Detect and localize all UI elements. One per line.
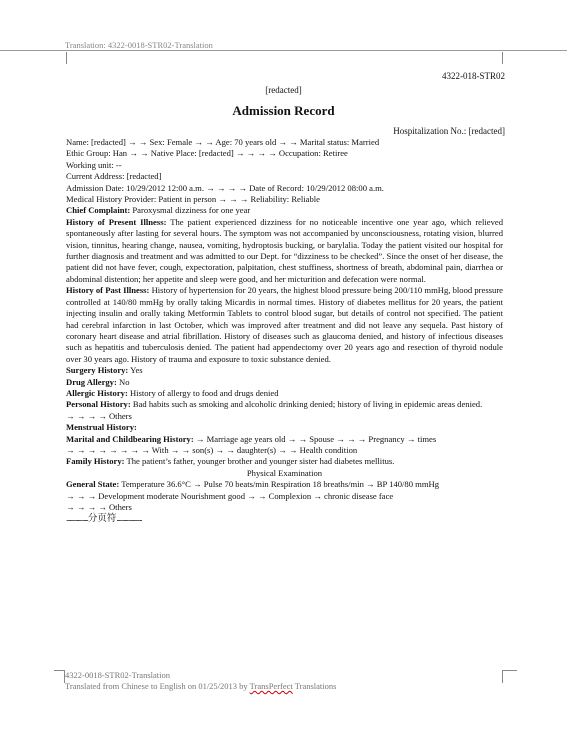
section-label: Chief Complaint:: [66, 205, 131, 216]
section-label: General State:: [66, 479, 120, 490]
page-break-marker: [66, 513, 503, 524]
section-label: Family History:: [66, 456, 125, 467]
header-rule: [0, 50, 567, 51]
patient-info-line: Working unit: --: [66, 159, 122, 170]
record-body: [66, 137, 503, 525]
allergic-history: [66, 388, 503, 399]
page-title: Admission Record: [232, 103, 335, 118]
page-break-label: 分页符: [87, 513, 117, 525]
section-text: The patient’s father, younger brother and younger sister had diabetes mellitus.: [124, 456, 395, 467]
section-text: Temperature 36.6°C → Pulse 70 beats/min Respiration 18 breaths/min → BP 140/80 mmHg: [119, 479, 440, 490]
footer-prefix: Translated from Chinese to English on 01/25/2013 by: [65, 681, 250, 691]
physical-exam-heading: Physical Examination: [246, 467, 323, 478]
chief-complaint: [66, 205, 503, 216]
section-text: The patient experienced dizziness for no noticeable incentive one year ago, which relieved spontaneously after lasting for several hours. The symptom was not accompanied by unconsciousness, rotating vision, blurred vision, tinnitus, hearing change, nausea, vomiting, hydroptosis bucking, or barylalia. Today the patient visited our hospital for further diagnosis and treatment and was admitted to our Dept. for “dizziness to be checked”. Since the onset of her disease, the patient did not have fever, cough, expectoration, palpitation, chest stuffiness, shortness of breath, abdominal pain, diarrhea or abdominal distention; her appetite and sleep were good, and her micturition and defecation were normal.: [66, 216, 503, 284]
corner-mark-bottom-left: [54, 670, 65, 683]
family-history: [66, 456, 503, 467]
patient-info-line: Ethic Group: Han → → Native Place: [redacted] → → → → Occupation: Retiree: [66, 148, 348, 159]
personal-history: [66, 399, 503, 410]
page-break-dots: ......................: [116, 513, 142, 524]
footer-suffix: Translations: [292, 681, 337, 691]
section-label: History of Past Illness:: [66, 285, 150, 296]
section-text: No: [116, 376, 130, 387]
section-label: Personal History:: [66, 399, 131, 410]
footer-translation-id: 4322-0018-STR02-Translation: [65, 670, 170, 680]
hospitalization-number: Hospitalization No.: [redacted]: [393, 126, 505, 136]
surgery-history: [66, 365, 503, 376]
corner-mark-bottom-right: [502, 670, 517, 683]
section-text: History of allergy to food and drugs denied: [127, 387, 279, 398]
section-label: Allergic History:: [66, 387, 128, 398]
redacted-header: [redacted]: [265, 85, 302, 95]
footer-translated-by: [65, 681, 336, 691]
section-text: History of hypertension for 20 years, the highest blood pressure being 200/110 mmHg, blood pressure controlled at 140/80 mmHg by orally taking Micardis in normal times. History of diabetes mellitus for 20 years, the patient injecting insulin and orally taking Metformin Tablets to control blood sugar, but details of control not specified. The patient had cerebral infarction in last October, which was improved after treatment and did not leave any sequela. Past history of coronary heart disease and atrial fibrillation. History of diseases such as glaucoma denied, and history of infectious diseases such as hepatitis and tuberculosis denied. The patient had appendectomy over 20 years ago and resection of thyroid nodule over 30 years ago. History of trauma and exposure to toxic substance denied.: [66, 285, 503, 364]
page-break-dots: ...................: [66, 513, 88, 524]
section-label: Drug Allergy:: [66, 376, 117, 387]
section-label: Marital and Childbearing History:: [66, 433, 194, 444]
marital-history-line2: → → → → → → → → With → → son(s) → → daughter(s) → → Health condition: [66, 444, 358, 455]
patient-info-line: Current Address: [redacted]: [66, 171, 162, 182]
history-past-illness: [66, 285, 503, 365]
section-text: Yes: [128, 365, 143, 376]
patient-info-line: Medical History Provider: Patient in person → → → Reliability: Reliable: [66, 194, 320, 205]
general-state-line3: → → → → Others: [66, 502, 132, 512]
section-label: History of Present Illness:: [66, 216, 167, 227]
section-label: Surgery History:: [66, 365, 129, 376]
general-state: [66, 479, 503, 490]
general-state-line2: → → → Development moderate Nourishment good → → Complexion → chronic disease face: [66, 490, 394, 501]
patient-info-line: Name: [redacted] → → Sex: Female → → Age: 70 years old → → Marital status: Married: [66, 137, 380, 147]
patient-info-line: Admission Date: 10/29/2012 12:00 a.m. → → → → Date of Record: 10/29/2012 08:00 a.m.: [66, 182, 384, 193]
section-text: Bad habits such as smoking and alcoholic drinking denied; history of living in epidemic areas denied.: [130, 399, 483, 410]
document-id: 4322-018-STR02: [442, 71, 505, 81]
header-translation-id: Translation: 4322-0018-STR02-Translation: [65, 40, 213, 50]
personal-history-others: → → → → Others: [66, 410, 132, 421]
footer-brand: TransPerfect: [249, 681, 293, 691]
corner-mark-top-left: [54, 52, 67, 64]
drug-allergy: [66, 377, 503, 388]
menstrual-history-label: Menstrual History:: [66, 422, 137, 433]
history-present-illness: [66, 217, 503, 285]
corner-mark-top-right: [502, 52, 515, 64]
section-text: Paroxysmal dizziness for one year: [130, 205, 251, 216]
marital-history: [66, 434, 503, 445]
section-text: → Marriage age years old → → Spouse → → → Pregnancy → times: [193, 433, 437, 444]
